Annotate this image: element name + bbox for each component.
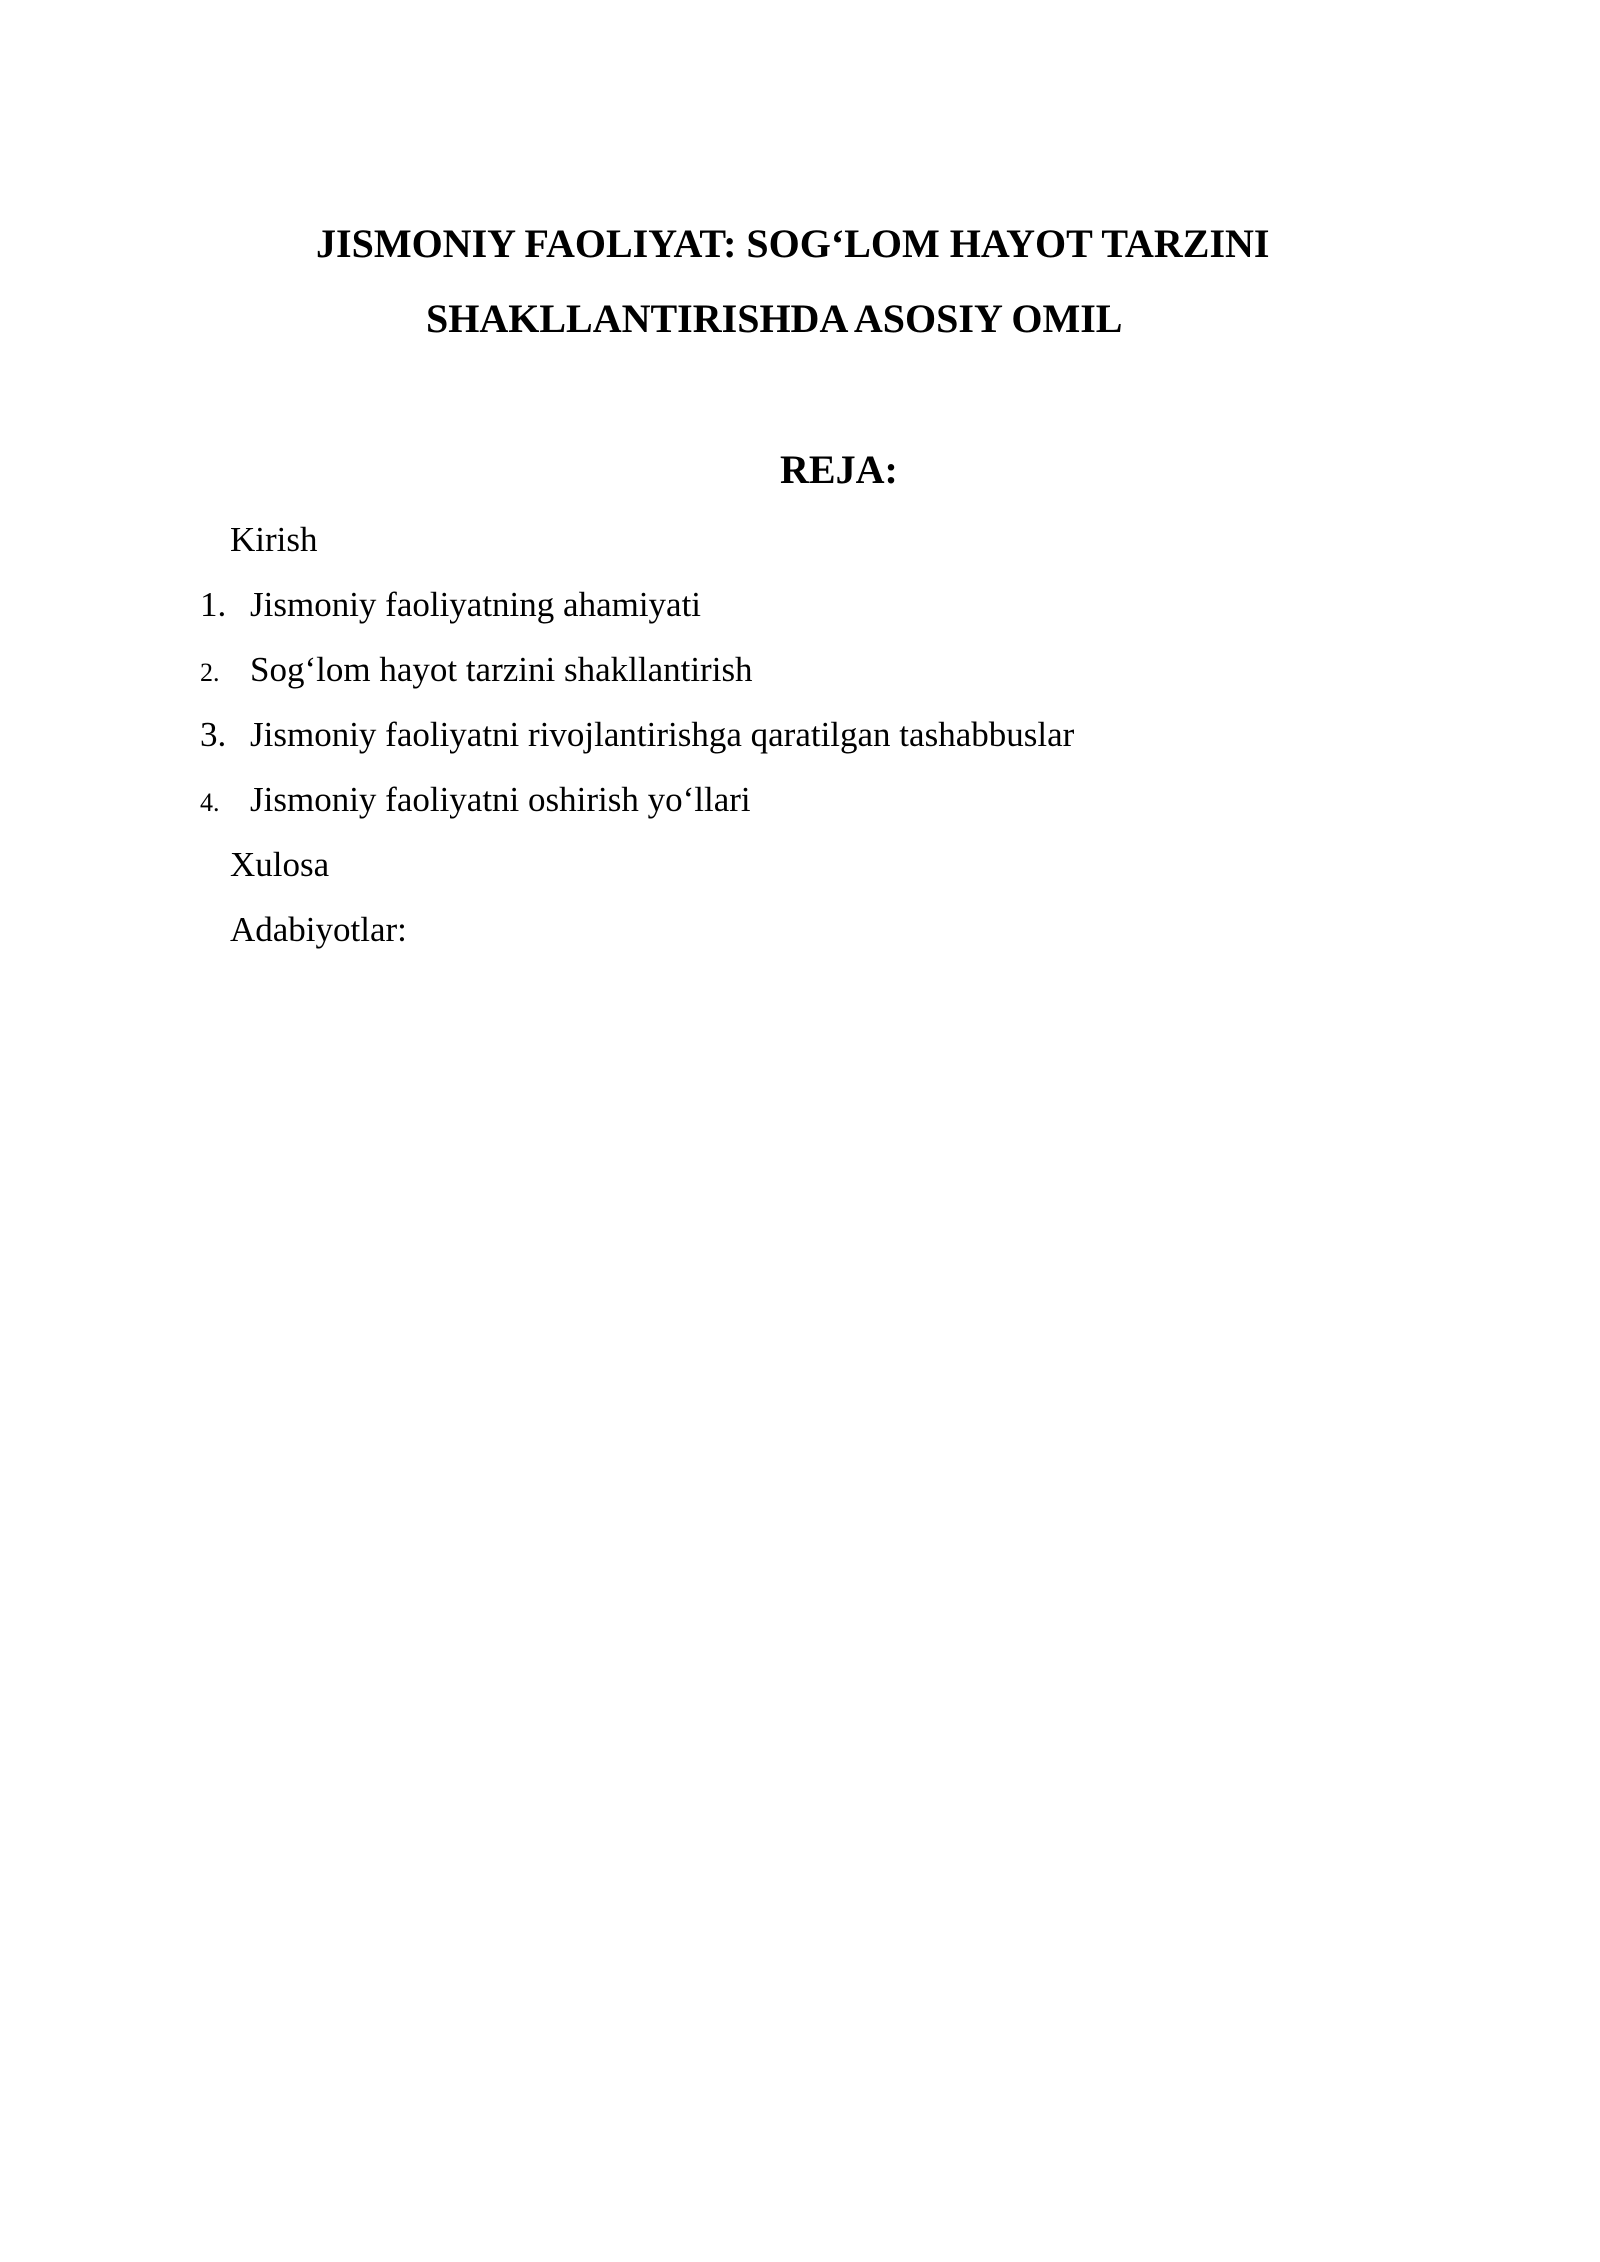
plan-references: Adabiyotlar: [230, 910, 407, 949]
plan-item [200, 713, 1074, 757]
plan-item-text: Sog‘lom hayot tarzini shakllantirish [250, 650, 753, 689]
plan-item-text: Jismoniy faoliyatni oshirish yo‘llari [250, 780, 751, 819]
plan-item [200, 648, 753, 695]
plan-item-text: Jismoniy faoliyatni rivojlantirishga qaratilgan tashabbuslar [250, 715, 1075, 754]
plan-item [200, 583, 701, 627]
plan-heading: REJA: [780, 447, 898, 492]
document-title-line-1: JISMONIY FAOLIYAT: SOG‘LOM HAYOT TARZINI [316, 221, 1270, 266]
plan-item-number: 1. [200, 585, 227, 624]
plan-item-number: 4. [200, 788, 220, 817]
plan-item-text: Jismoniy faoliyatning ahamiyati [250, 585, 702, 624]
plan-item-number: 3. [200, 715, 227, 754]
plan-item-number: 2. [200, 658, 220, 687]
plan-item [200, 778, 751, 825]
plan-intro: Kirish [230, 520, 318, 559]
plan-conclusion: Xulosa [230, 845, 330, 884]
document-title-line-2: SHAKLLANTIRISHDA ASOSIY OMIL [426, 296, 1123, 341]
